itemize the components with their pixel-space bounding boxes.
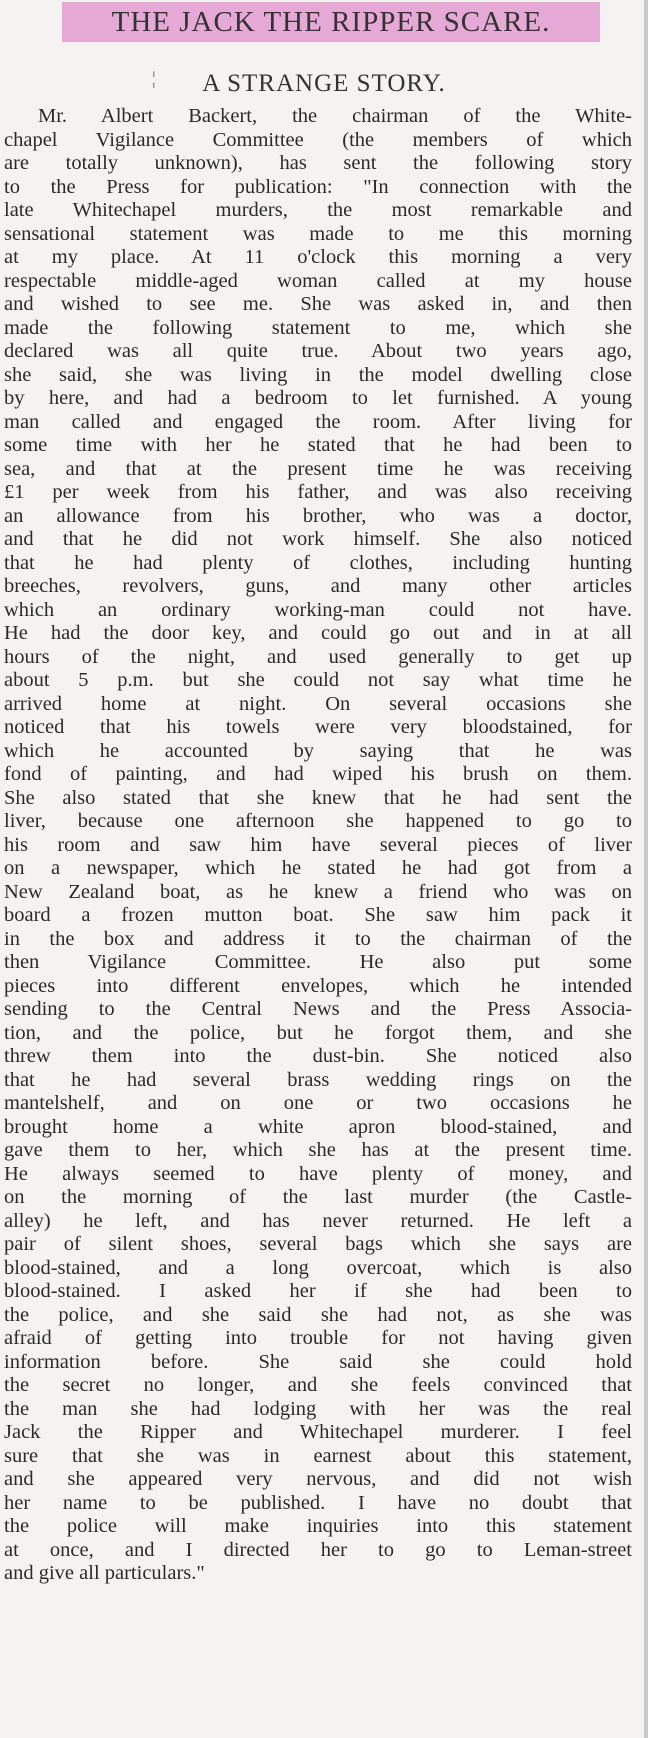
article-line: She also stated that she knew that he had sent the — [4, 786, 632, 809]
article-line: his room and saw him have several pieces of liver — [4, 833, 632, 856]
article-line: £1 per week from his father, and was also receiving — [4, 481, 632, 503]
article-line: by here, and had a bedroom to let furnished. A young — [4, 387, 632, 409]
article-line: her name to be published. I have no doubt that — [4, 1491, 632, 1514]
article-line: brought home a white apron blood-stained, and — [4, 1115, 632, 1138]
article-line: Jack the Ripper and Whitechapel murderer. I feel — [4, 1421, 632, 1443]
margin-mark: ¦ — [152, 68, 156, 88]
article-line: liver, because one afternoon she happened to go to — [4, 810, 632, 832]
article-line: the police will make inquiries into this statement — [4, 1515, 632, 1537]
article-line: He had the door key, and could go out and in at all — [4, 622, 632, 644]
article-line: the police, and she said she had not, as she was — [4, 1303, 632, 1326]
article-line: are totally unknown), has sent the following story — [4, 152, 632, 174]
article-line: sending to the Central News and the Press Associa- — [4, 998, 632, 1020]
article-line: mantelshelf, and on one or two occasions he — [4, 1092, 632, 1114]
subheadline: A STRANGE STORY. — [202, 70, 446, 97]
column-rule — [644, 0, 648, 1738]
article-line: pieces into different envelopes, which he intended — [4, 974, 632, 997]
article-line: which he accounted by saying that he was — [4, 739, 632, 762]
article-line: at once, and I directed her to go to Leman-street — [4, 1538, 632, 1561]
article-line: made the following statement to me, which she — [4, 316, 632, 339]
article-line: and that he did not work himself. She also noticed — [4, 528, 632, 550]
article-line: He always seemed to have plenty of money, and — [4, 1162, 632, 1185]
article-line: sure that she was in earnest about this statement, — [4, 1444, 632, 1467]
article-line: noticed that his towels were very bloodstained, for — [4, 716, 632, 738]
article-line: pair of silent shoes, several bags which she says are — [4, 1233, 632, 1255]
article-line: board a frozen mutton boat. She saw him pack it — [4, 904, 632, 926]
article-line: the secret no longer, and she feels convinced that — [4, 1374, 632, 1396]
article-line: on a newspaper, which he stated he had got from a — [4, 857, 632, 879]
article-line: at my place. At 11 o'clock this morning a very — [4, 246, 632, 268]
article-line: afraid of getting into trouble for not having given — [4, 1327, 632, 1349]
article-line: threw them into the dust-bin. She noticed also — [4, 1045, 632, 1067]
article-line: the man she had lodging with her was the real — [4, 1397, 632, 1420]
article-line: to the Press for publication: "In connection with the — [4, 175, 632, 198]
article-line: Mr. Albert Backert, the chairman of the White- — [38, 105, 632, 127]
article-line: sea, and that at the present time he was receiving — [4, 457, 632, 480]
article-line: hours of the night, and used generally to get up — [4, 645, 632, 668]
article-line: on the morning of the last murder (the Castle- — [4, 1186, 632, 1208]
article-line: sensational statement was made to me this morning — [4, 222, 632, 245]
headline-highlight — [62, 2, 600, 42]
article-line: an allowance from his brother, who was a doctor, — [4, 504, 632, 527]
article-line: New Zealand boat, as he knew a friend who was on — [4, 880, 632, 903]
article-line: which an ordinary working-man could not have. — [4, 598, 632, 621]
article-line: chapel Vigilance Committee (the members of which — [4, 128, 632, 151]
article-line: blood-stained. I asked her if she had been to — [4, 1280, 632, 1302]
article-line: that he had plenty of clothes, including hunting — [4, 551, 632, 574]
article-body — [4, 105, 632, 1586]
article-line: arrived home at night. On several occasions she — [4, 692, 632, 715]
article-line: tion, and the police, but he forgot them, and she — [4, 1021, 632, 1044]
article-line: that he had several brass wedding rings on the — [4, 1068, 632, 1091]
headline: THE JACK THE RIPPER SCARE. — [111, 6, 551, 38]
article-line: respectable middle-aged woman called at my house — [4, 269, 632, 292]
article-line: breeches, revolvers, guns, and many other articles — [4, 575, 632, 597]
article-line: information before. She said she could hold — [4, 1350, 632, 1373]
article-line: in the box and address it to the chairman of the — [4, 927, 632, 950]
article-line: she said, she was living in the model dwelling close — [4, 363, 632, 386]
article-line: and give all particulars." — [4, 1562, 205, 1584]
article-line: about 5 p.m. but she could not say what time he — [4, 669, 632, 691]
article-line: then Vigilance Committee. He also put some — [4, 951, 632, 973]
article-line: alley) he left, and has never returned. He left a — [4, 1209, 632, 1232]
article-line: fond of painting, and had wiped his brush on them. — [4, 763, 632, 785]
article-line: gave them to her, which she has at the present time. — [4, 1139, 632, 1161]
article-line: and she appeared very nervous, and did not wish — [4, 1468, 632, 1490]
article-line: some time with her he stated that he had been to — [4, 434, 632, 456]
article-line: late Whitechapel murders, the most remarkable and — [4, 199, 632, 221]
article-line: and wished to see me. She was asked in, and then — [4, 293, 632, 315]
article-line: declared was all quite true. About two years ago, — [4, 340, 632, 362]
article-line: blood-stained, and a long overcoat, which is also — [4, 1256, 632, 1279]
article-line: man called and engaged the room. After living for — [4, 410, 632, 433]
